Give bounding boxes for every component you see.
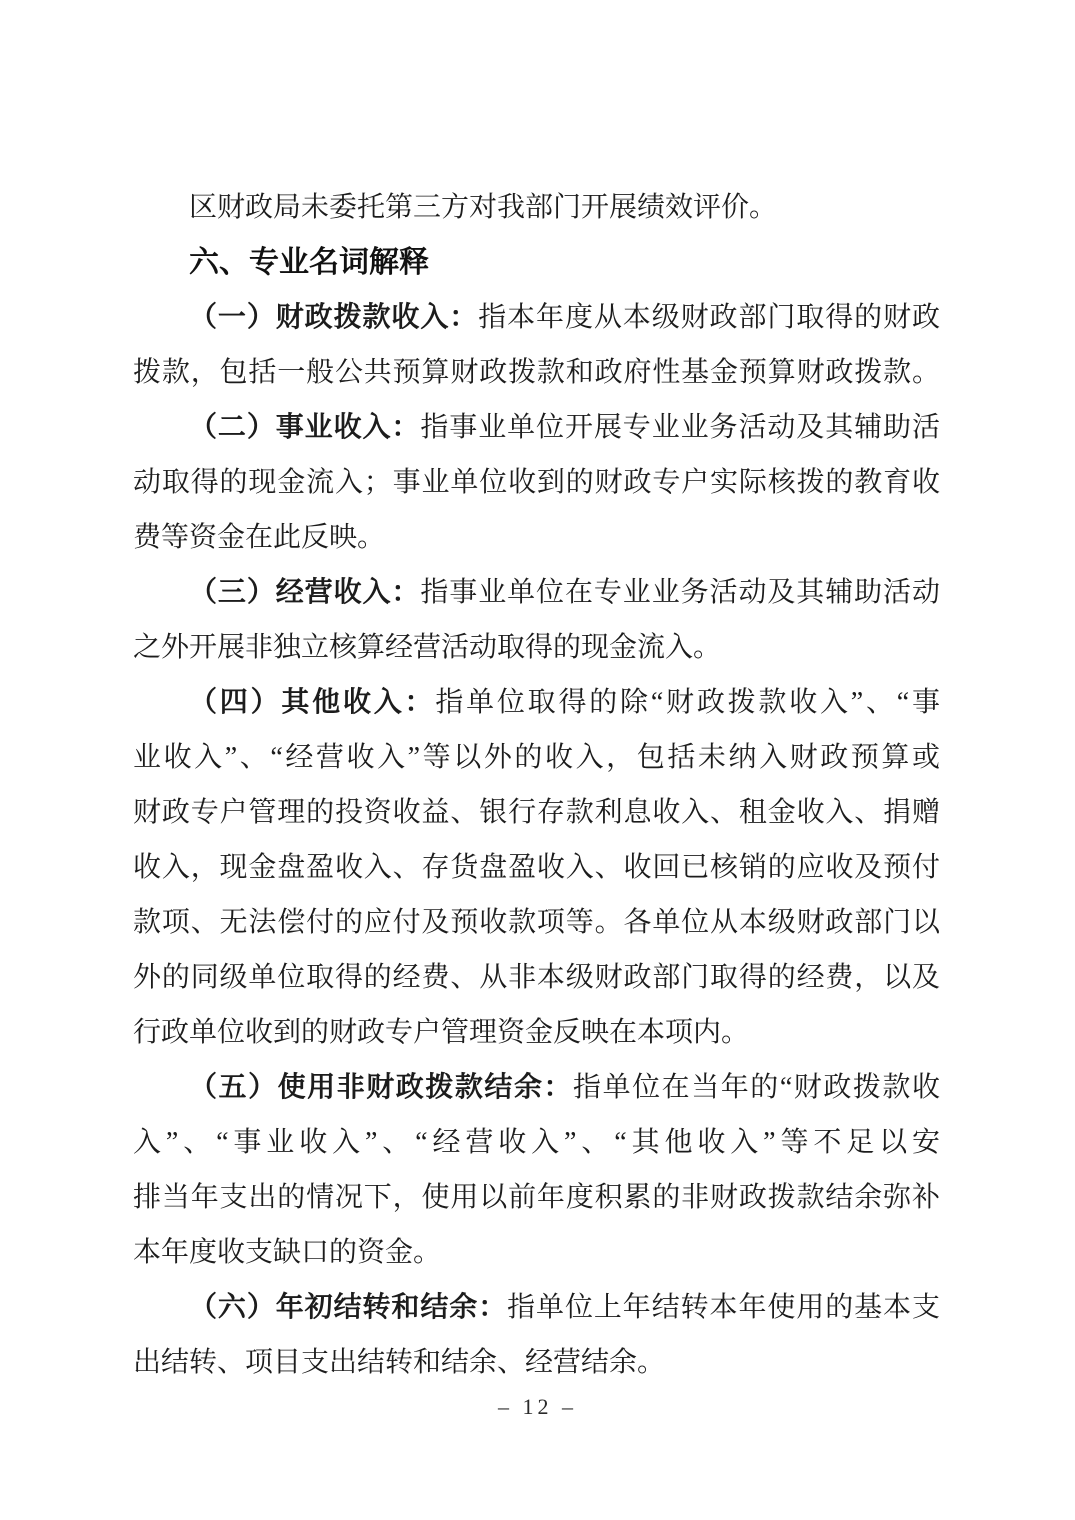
text-run: 业收入”、“经营收入”等以外的收入，包括未纳入财政预算或 <box>133 742 940 773</box>
text-run: 财政专户管理的投资收益、银行存款利息收入、租金收入、捐赠 <box>133 797 940 828</box>
text-line <box>133 565 940 620</box>
text-line <box>133 1115 940 1170</box>
text-line <box>133 400 940 455</box>
text-content <box>133 180 940 1390</box>
text-line <box>133 840 940 895</box>
text-line <box>133 510 940 565</box>
text-run: 费等资金在此反映。 <box>133 522 386 553</box>
text-run: 区财政局未委托第三方对我部门开展绩效评价。 <box>189 192 778 223</box>
heading-text: 六、专业名词解释 <box>189 246 429 279</box>
text-run: 之外开展非独立核算经营活动取得的现金流入。 <box>133 632 722 663</box>
text-line <box>133 1280 940 1335</box>
text-line <box>133 1005 940 1060</box>
text-run: 指事业单位在专业业务活动及其辅助活动 <box>420 577 940 608</box>
term-label: （一）财政拨款收入： <box>189 302 479 333</box>
text-line <box>133 290 940 345</box>
text-run: 指事业单位开展专业业务活动及其辅助活 <box>420 412 940 443</box>
text-line <box>133 730 940 785</box>
term-label: （三）经营收入： <box>189 577 421 608</box>
text-run: 指单位在当年的“财政拨款收 <box>573 1072 940 1103</box>
text-line <box>133 620 940 675</box>
text-line <box>133 785 940 840</box>
text-run: 动取得的现金流入；事业单位收到的财政专户实际核拨的教育收 <box>133 467 940 498</box>
text-line <box>133 1335 940 1390</box>
text-run: 入”、“事业收入”、“经营收入”、“其他收入”等不足以安 <box>133 1127 940 1158</box>
text-run: 指单位取得的除“财政拨款收入”、“事 <box>435 687 940 718</box>
text-run: 本年度收支缺口的资金。 <box>133 1237 442 1268</box>
text-line <box>133 1060 940 1115</box>
text-line <box>133 1170 940 1225</box>
text-run: 外的同级单位取得的经费、从非本级财政部门取得的经费，以及 <box>133 962 940 993</box>
section-heading <box>133 235 940 290</box>
text-run: 拨款，包括一般公共预算财政拨款和政府性基金预算财政拨款。 <box>133 357 940 388</box>
term-label: （六）年初结转和结余： <box>189 1292 508 1323</box>
page-number: – 12 – <box>498 1394 577 1419</box>
paragraph-end-line <box>133 180 940 235</box>
text-line <box>133 345 940 400</box>
text-line <box>133 895 940 950</box>
text-line <box>133 1225 940 1280</box>
text-run: 排当年支出的情况下，使用以前年度积累的非财政拨款结余弥补 <box>133 1182 940 1213</box>
text-run: 款项、无法偿付的应付及预收款项等。各单位从本级财政部门以 <box>133 907 940 938</box>
text-line <box>133 675 940 730</box>
term-label: （五）使用非财政拨款结余： <box>189 1072 574 1103</box>
term-label: （二）事业收入： <box>189 412 421 443</box>
text-run: 收入，现金盘盈收入、存货盘盈收入、收回已核销的应收及预付 <box>133 852 940 883</box>
term-label: （四）其他收入： <box>189 687 436 718</box>
text-run: 出结转、项目支出结转和结余、经营结余。 <box>133 1347 666 1378</box>
text-run: 指本年度从本级财政部门取得的财政 <box>478 302 940 333</box>
text-run: 指单位上年结转本年使用的基本支 <box>507 1292 940 1323</box>
text-line <box>133 950 940 1005</box>
text-run: 行政单位收到的财政专户管理资金反映在本项内。 <box>133 1017 750 1048</box>
text-line <box>133 455 940 510</box>
